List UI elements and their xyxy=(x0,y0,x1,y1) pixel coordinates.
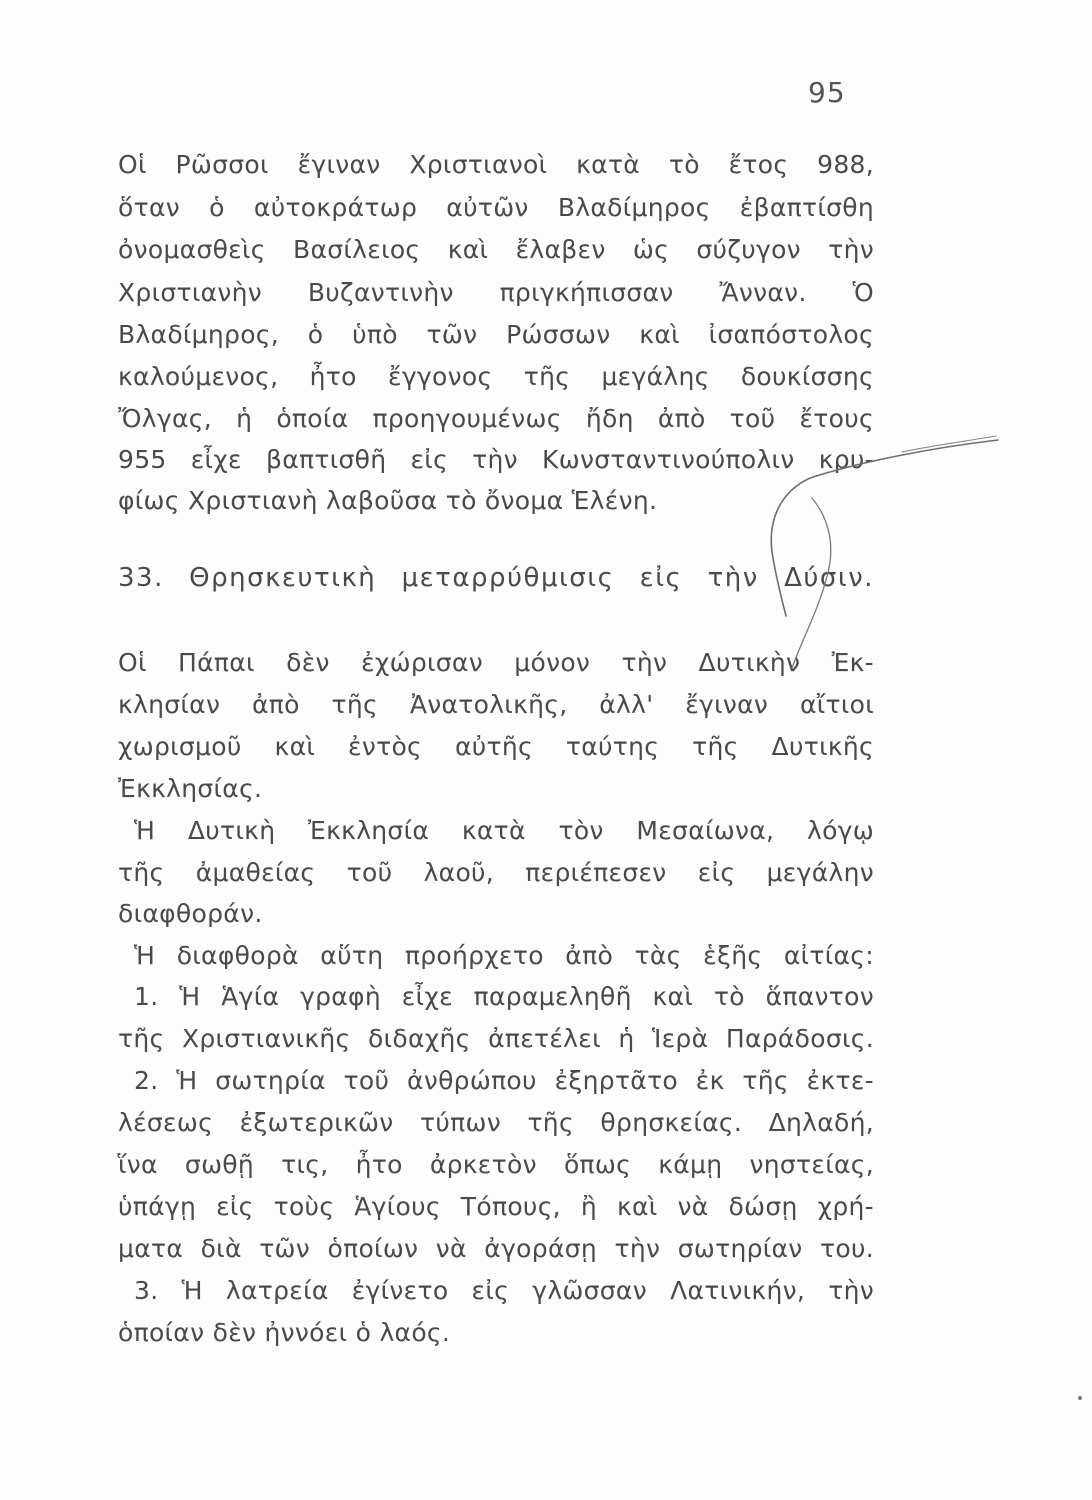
text-line: καλούμενος, ἦτο ἔγγονος τῆς μεγάλης δουκίσσης xyxy=(118,362,874,391)
text-line: Ὄλγας, ἡ ὁποία προηγουμένως ἤδη ἀπὸ τοῦ ἔτους xyxy=(118,404,874,433)
text-line: τῆς Χριστιανικῆς διδαχῆς ἀπετέλει ἡ Ἱερὰ Παράδοσις. xyxy=(118,1024,874,1053)
text-line: Χριστιανὴν Βυζαντινὴν πριγκήπισσαν Ἄνναν. Ὁ xyxy=(118,278,874,307)
text-line: 3. Ἡ λατρεία ἐγίνετο εἰς γλῶσσαν Λατινικήν, τὴν xyxy=(134,1276,874,1305)
text-line: Βλαδίμηρος, ὁ ὑπὸ τῶν Ρώσσων καὶ ἰσαπόστολος xyxy=(118,320,874,349)
text-line: 955 εἶχε βαπτισθῆ εἰς τὴν Κωνσταντινούπολιν κρυ- xyxy=(118,445,874,474)
text-line: ὁποίαν δὲν ἠννόει ὁ λαός. xyxy=(118,1318,451,1347)
text-line: ὀνομασθεὶς Βασίλειος καὶ ἔλαβεν ὡς σύζυγον τὴν xyxy=(118,235,874,264)
paper-speck xyxy=(1078,1396,1082,1400)
page-number: 95 xyxy=(808,76,846,109)
section-heading: 33. Θρησκευτικὴ μεταρρύθμισις εἰς τὴν Δύσιν. xyxy=(118,563,874,593)
text-line: ματα διὰ τῶν ὁποίων νὰ ἀγοράσῃ τὴν σωτηρίαν του. xyxy=(118,1234,874,1263)
text-line: ὅταν ὁ αὐτοκράτωρ αὐτῶν Βλαδίμηρος ἐβαπτίσθη xyxy=(118,193,874,222)
text-line: ὑπάγῃ εἰς τοὺς Ἁγίους Τόπους, ἢ καὶ νὰ δώσῃ χρή- xyxy=(118,1192,874,1221)
text-line: Οἱ Ρῶσσοι ἔγιναν Χριστιανοὶ κατὰ τὸ ἔτος 988, xyxy=(118,150,874,179)
text-line: διαφθοράν. xyxy=(118,899,263,928)
text-line: 2. Ἡ σωτηρία τοῦ ἀνθρώπου ἐξηρτᾶτο ἐκ τῆς ἐκτε- xyxy=(134,1066,874,1095)
text-line: Οἱ Πάπαι δὲν ἐχώρισαν μόνον τὴν Δυτικὴν Ἐκ- xyxy=(118,648,874,677)
text-line: λέσεως ἐξωτερικῶν τύπων τῆς θρησκείας. Δηλαδή, xyxy=(118,1108,874,1137)
text-line: χωρισμοῦ καὶ ἐντὸς αὐτῆς ταύτης τῆς Δυτικῆς xyxy=(118,732,874,761)
text-line: κλησίαν ἀπὸ τῆς Ἀνατολικῆς, ἀλλ' ἔγιναν αἴτιοι xyxy=(118,690,874,719)
text-line: Ἡ Δυτικὴ Ἐκκλησία κατὰ τὸν Μεσαίωνα, λόγῳ xyxy=(134,816,874,845)
text-line: Ἡ διαφθορὰ αὕτη προήρχετο ἀπὸ τὰς ἑξῆς αἰτίας: xyxy=(134,941,874,970)
text-line: φίως Χριστιανὴ λαβοῦσα τὸ ὄνομα Ἑλένη. xyxy=(118,486,658,515)
text-line: Ἐκκλησίας. xyxy=(118,774,263,803)
text-line: τῆς ἀμαθείας τοῦ λαοῦ, περιέπεσεν εἰς μεγάλην xyxy=(118,858,874,887)
text-line: 1. Ἡ Ἁγία γραφὴ εἶχε παραμεληθῆ καὶ τὸ ἅπαντον xyxy=(134,982,874,1011)
text-line: ἵνα σωθῇ τις, ἦτο ἀρκετὸν ὅπως κάμῃ νηστείας, xyxy=(118,1150,874,1179)
